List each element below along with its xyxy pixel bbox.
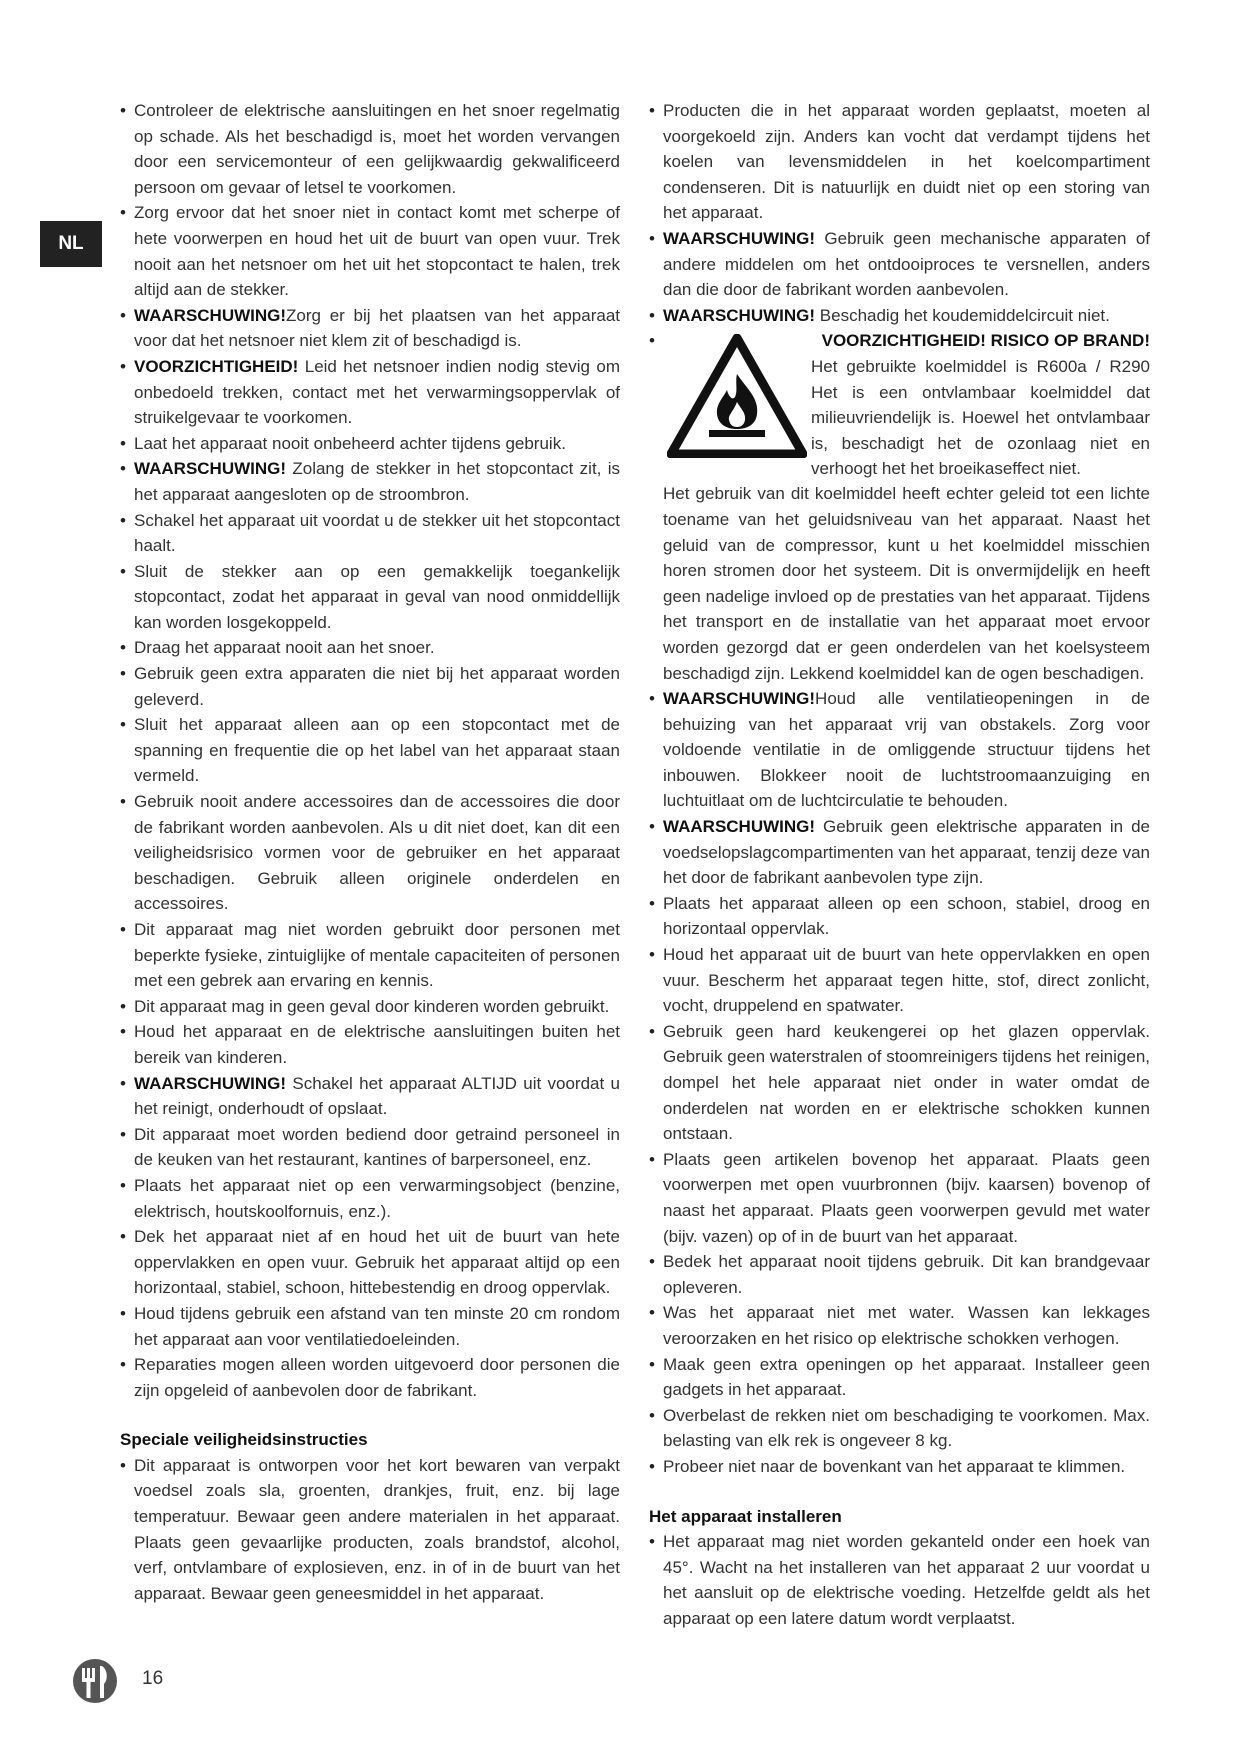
- list-item: • Dit apparaat mag niet worden gebruikt door personen met beperkte fysieke, zintuiglijke of mentale capaciteiten of personen met een gebrek aan ervaring en kennis.: [120, 917, 620, 994]
- list-item: • Controleer de elektrische aansluitingen en het snoer regelmatig op schade. Als het beschadigd is, moet het worden vervangen door een servicemonteur of een gelijkwaardig gekwalificeerd persoon om gevaar of letsel te voorkomen.: [120, 98, 620, 200]
- list-item: [649, 686, 1150, 814]
- list-item: • Maak geen extra openingen op het apparaat. Installeer geen gadgets in het apparaat.: [649, 1352, 1150, 1403]
- caution-label: VOORZICHTIGHEID!: [134, 356, 299, 376]
- list-item-text: Zolang de stekker in het stopcontact zit, is het apparaat aangesloten op de stroombron.: [134, 459, 620, 504]
- section-title-special-safety: Speciale veiligheidsinstructies: [120, 1430, 368, 1450]
- list-item: • Laat het apparaat nooit onbeheerd achter tijdens gebruik.: [120, 431, 620, 457]
- list-item: • Schakel het apparaat uit voordat u de stekker uit het stopcontact haalt.: [120, 508, 620, 559]
- warning-label: WAARSCHUWING!: [663, 305, 816, 325]
- list-item-text: Leid het netsnoer indien nodig stevig om onbedoeld trekken, contact met het verwarmingsoppervlak of struikelgevaar te voorkomen.: [134, 356, 620, 428]
- list-item-text: Beschadig het koudemiddelcircuit niet.: [815, 305, 1110, 325]
- list-item-text: Gebruik geen elektrische apparaten in de voedselopslagcompartimenten van het apparaat, tenzij deze van het door de fabrikant aanbevolen type zijn.: [663, 817, 1150, 888]
- list-item: • Reparaties mogen alleen worden uitgevoerd door personen die zijn opgeleid of aanbevolen door de fabrikant.: [120, 1352, 620, 1403]
- list-item: [649, 303, 1150, 329]
- fire-risk-title: • VOORZICHTIGHEID! RISICO OP BRAND!: [821, 331, 1150, 351]
- left-column: [120, 98, 620, 1606]
- list-item: • Draag het apparaat nooit aan het snoer.: [120, 635, 620, 661]
- list-item-text: Zorg er bij het plaatsen van het apparaat voor dat het netsnoer niet klem zit of beschadigd is.: [134, 305, 620, 351]
- list-item: • Gebruik geen hard keukengerei op het glazen oppervlak. Gebruik geen waterstralen of stoomreinigers tijdens het reinigen, dompel het hele apparaat niet onder in water omdat de onderdelen nat worden en er elektrische schokken kunnen ontstaan.: [649, 1019, 1150, 1147]
- list-item: [120, 456, 620, 507]
- list-item: • Plaats het apparaat alleen op een schoon, stabiel, droog en horizontaal oppervlak.: [649, 891, 1150, 942]
- list-item: • Plaats het apparaat niet op een verwarmingsobject (benzine, elektrisch, houtskoolfornuis, enz.).: [120, 1173, 620, 1224]
- warning-label: WAARSCHUWING!: [134, 1073, 287, 1093]
- cutlery-logo-icon: [72, 1658, 118, 1704]
- warning-label: WAARSCHUWING!: [663, 228, 816, 248]
- list-item: • Was het apparaat niet met water. Wassen kan lekkages veroorzaken en het risico op elektrische schokken verhogen.: [649, 1300, 1150, 1351]
- list-item: • Houd het apparaat uit de buurt van hete oppervlakken en open vuur. Bescherm het apparaat tegen hitte, stof, direct zonlicht, vocht, druppelend en spatwater.: [649, 942, 1150, 1019]
- list-item: [649, 814, 1150, 891]
- section-title-install: Het apparaat installeren: [649, 1506, 842, 1526]
- warning-label: WAARSCHUWING!: [663, 689, 816, 709]
- list-item-text: Houd alle ventilatieopeningen in de behuizing van het apparaat vrij van obstakels. Zorg voor voldoende ventilatie in de omliggende structuur tijdens het inbouwen. Blokkeer nooit de luchtstroomaanzuiging en luchtuitlaat om de luchtcirculatie te behouden.: [663, 689, 1150, 811]
- list-item: • Sluit het apparaat alleen aan op een stopcontact met de spanning en frequentie die op het label van het apparaat staan vermeld.: [120, 712, 620, 789]
- warning-label: WAARSCHUWING!: [134, 459, 287, 479]
- fire-risk-continuation: Het gebruik van dit koelmiddel heeft echter geleid tot een lichte toename van het geluidsniveau van het apparaat. Naast het geluid van de compressor, kunt u het koelmiddel misschien horen stromen door het systeem. Dit is onvermijdelijk en heeft geen nadelige invloed op de prestaties van het apparaat. Tijdens het transport en de installatie van het apparaat moet ervoor worden gezorgd dat er geen onderdelen van het koelsysteem beschadigd zijn. Lekkend koelmiddel kan de ogen beschadigen.: [663, 484, 1150, 683]
- list-item: • Sluit de stekker aan op een gemakkelijk toegankelijk stopcontact, zodat het apparaat in geval van nood onmiddellijk kan worden losgekoppeld.: [120, 559, 620, 636]
- warning-label: WAARSCHUWING!: [134, 305, 287, 325]
- list-item: • Gebruik geen extra apparaten die niet bij het apparaat worden geleverd.: [120, 661, 620, 712]
- list-item-text: Gebruik geen mechanische apparaten of andere middelen om het ontdooiproces te versnellen, anders dan die door de fabrikant worden aanbevolen.: [663, 228, 1150, 300]
- list-item: • Bedek het apparaat nooit tijdens gebruik. Dit kan brandgevaar opleveren.: [649, 1249, 1150, 1300]
- list-item: • Houd tijdens gebruik een afstand van ten minste 20 cm rondom het apparaat aan voor ventilatiedoeleinden.: [120, 1301, 620, 1352]
- list-item: • Gebruik nooit andere accessoires dan de accessoires die door de fabrikant worden aanbevolen. Als u dit niet doet, kan dit een veiligheidsrisico vormen voor de gebruiker en het apparaat beschadigen. Gebruik alleen originele onderdelen en accessoires.: [120, 789, 620, 917]
- list-item: • Overbelast de rekken niet om beschadiging te voorkomen. Max. belasting van elk rek is ongeveer 8 kg.: [649, 1403, 1150, 1454]
- list-item: • Dek het apparaat niet af en houd het uit de buurt van hete oppervlakken en open vuur. Gebruik het apparaat altijd op een horizontaal, stabiel, schoon, hittebestendig en droog oppervlak.: [120, 1224, 620, 1301]
- list-item: • Dit apparaat mag in geen geval door kinderen worden gebruikt.: [120, 994, 620, 1020]
- list-item-text: Schakel het apparaat ALTIJD uit voordat u het reinigt, onderhoudt of opslaat.: [134, 1073, 620, 1119]
- list-item: [120, 1071, 620, 1122]
- right-column: [649, 98, 1150, 1631]
- list-item: • Dit apparaat is ontworpen voor het kort bewaren van verpakt voedsel zoals sla, groenten, drankjes, fruit, enz. bij lage temperatuur. Bewaar geen andere materialen in het apparaat. Plaats geen gevaarlijke producten, zoals brandstof, alcohol, verf, ontvlambare of explosieven, enz. in of in de buurt van het apparaat. Bewaar geen geneesmiddel in het apparaat.: [120, 1453, 620, 1607]
- list-item: • Probeer niet naar de bovenkant van het apparaat te klimmen.: [649, 1454, 1150, 1480]
- fire-risk-block: [649, 328, 1150, 481]
- list-item: • Plaats geen artikelen bovenop het apparaat. Plaats geen voorwerpen met open vuurbronnen (bijv. kaarsen) bovenop of naast het apparaat. Plaats geen voorwerpen gevuld met water (bijv. vazen) op of in de buurt van het apparaat.: [649, 1147, 1150, 1249]
- flammable-warning-icon: [667, 334, 807, 458]
- list-item: • Producten die in het apparaat worden geplaatst, moeten al voorgekoeld zijn. Anders kan vocht dat verdampt tijdens het koelen van levensmiddelen in het koelcompartiment condenseren. Dit is natuurlijk en duidt niet op een storing van het apparaat.: [649, 98, 1150, 226]
- list-item: [120, 354, 620, 431]
- list-item: [649, 226, 1150, 303]
- fire-risk-text: Het gebruikte koelmiddel is R600a / R290 Het is een ontvlambaar koelmiddel dat milieuvriendelijk is. Hoewel het ontvlambaar is, beschadigt het de ozonlaag niet en verhoogt het het broeikaseffect niet.: [811, 356, 1150, 479]
- language-tab: NL: [40, 221, 102, 267]
- list-item: • Het apparaat mag niet worden gekanteld onder een hoek van 45°. Wacht na het installeren van het apparaat 2 uur voordat u het aansluit op de elektrische voeding. Hetzelfde geldt als het apparaat op een latere datum wordt verplaatst.: [649, 1529, 1150, 1631]
- page-number: 16: [142, 1668, 164, 1689]
- list-item: • Houd het apparaat en de elektrische aansluitingen buiten het bereik van kinderen.: [120, 1019, 620, 1070]
- list-item: • Zorg ervoor dat het snoer niet in contact komt met scherpe of hete voorwerpen en houd het uit de buurt van open vuur. Trek nooit aan het netsnoer om het uit het stopcontact te halen, trek altijd aan de stekker.: [120, 200, 620, 302]
- list-item: [120, 303, 620, 354]
- warning-label: WAARSCHUWING!: [663, 817, 816, 837]
- list-item: • Dit apparaat moet worden bediend door getraind personeel in de keuken van het restaurant, kantines of barpersoneel, enz.: [120, 1122, 620, 1173]
